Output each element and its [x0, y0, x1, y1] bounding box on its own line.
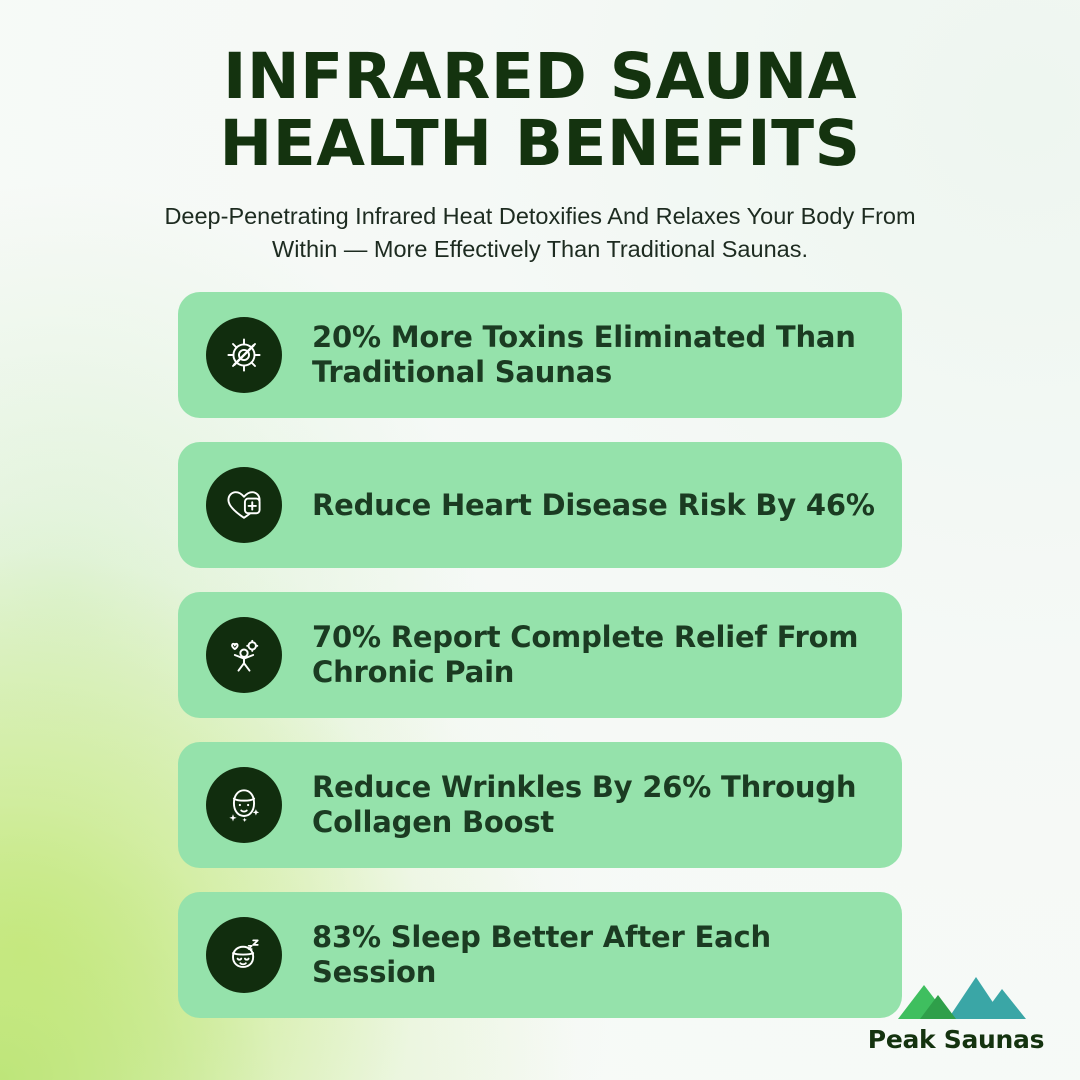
header [0, 0, 1080, 266]
benefit-card-1 [178, 292, 902, 418]
virus-blocked-icon [206, 317, 282, 393]
benefit-label: 83% Sleep Better After Each Session [312, 919, 771, 990]
benefit-card-4 [178, 742, 902, 868]
benefit-label: Reduce Wrinkles By 26% Through Collagen Boost [312, 769, 857, 840]
benefit-card-5 [178, 892, 902, 1018]
page-title [40, 40, 1040, 180]
sleeping-face-icon [206, 917, 282, 993]
benefits-list [178, 292, 902, 1018]
brand-logo [866, 967, 1046, 1054]
page-title-line-2: HEALTH BENEFITS [219, 106, 861, 180]
benefit-card-3 [178, 592, 902, 718]
benefit-label: 20% More Toxins Eliminated Than Traditional Saunas [312, 319, 856, 390]
heart-shield-plus-icon [206, 467, 282, 543]
benefit-label: Reduce Heart Disease Risk By 46% [312, 487, 875, 522]
person-relief-icon [206, 617, 282, 693]
face-glow-icon [206, 767, 282, 843]
page-title-line-1: INFRARED SAUNA [222, 40, 858, 113]
benefit-card-2 [178, 442, 902, 568]
subtitle: Deep-Penetrating Infrared Heat Detoxifies And Relaxes Your Body From Within — More Effectively Than Traditional Saunas. [164, 202, 916, 262]
benefit-label: 70% Report Complete Relief From Chronic Pain [312, 619, 859, 690]
brand-name: Peak Saunas [867, 1025, 1045, 1054]
mountain-peak-icon [866, 967, 1046, 1021]
